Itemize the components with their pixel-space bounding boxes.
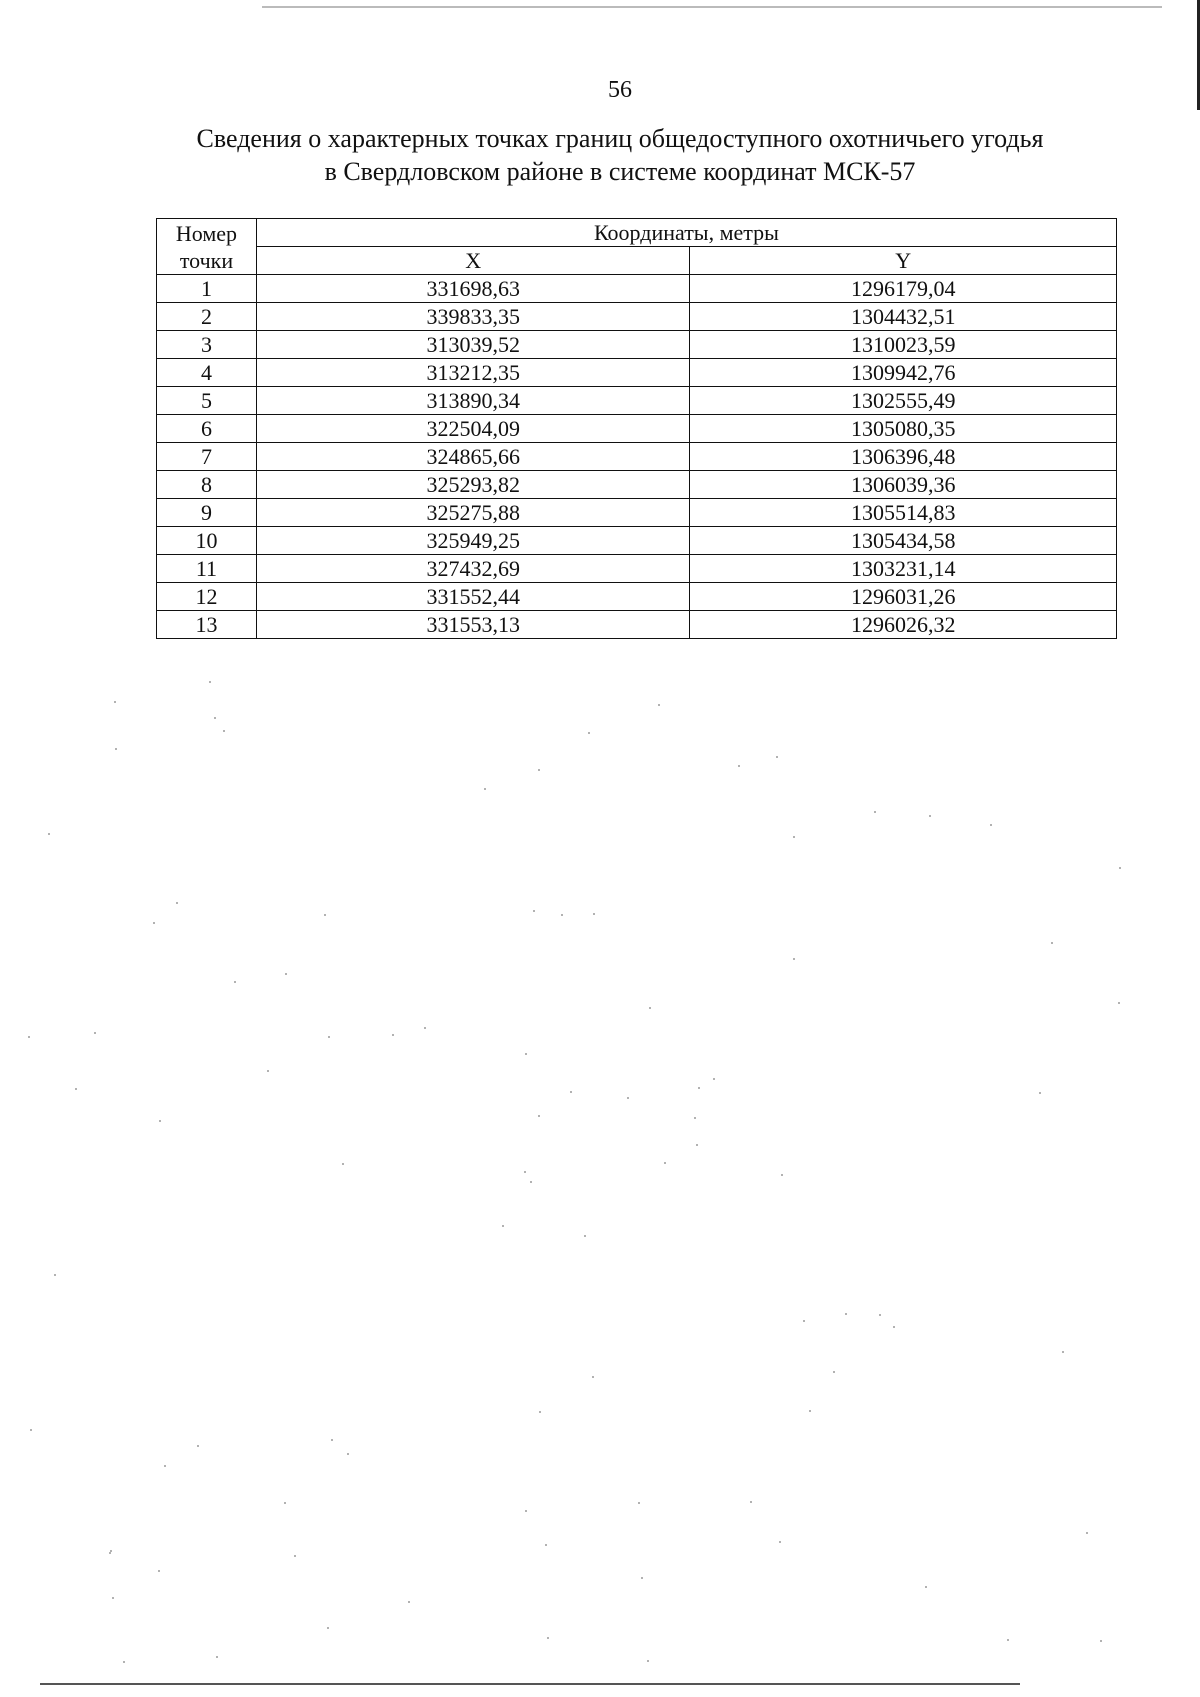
scan-speck	[284, 1502, 286, 1504]
table-row	[157, 555, 1117, 583]
header-point-number	[157, 219, 257, 275]
scan-speck	[547, 1637, 549, 1639]
scan-speck	[1007, 1639, 1009, 1641]
scan-top-edge-line	[262, 6, 1162, 8]
scan-speck	[347, 1453, 349, 1455]
scan-bottom-edge-line	[40, 1683, 1020, 1685]
scan-speck	[408, 1601, 410, 1603]
table-row	[157, 359, 1117, 387]
scan-speck	[1118, 1002, 1120, 1004]
scan-speck	[209, 681, 211, 683]
table-header-row-1	[157, 219, 1117, 247]
scan-speck	[114, 701, 116, 703]
scan-speck	[698, 1087, 700, 1089]
scan-speck	[570, 1091, 572, 1093]
x-coordinate-cell: 325949,25	[256, 527, 690, 555]
point-number-cell: 11	[157, 555, 257, 583]
scan-speck	[525, 1053, 527, 1055]
scan-speck	[327, 1627, 329, 1629]
title-line-1: Сведения о характерных точках границ общедоступного охотничьего угодья	[196, 124, 1044, 153]
x-coordinate-cell: 313890,34	[256, 387, 690, 415]
table-row	[157, 583, 1117, 611]
scan-speck	[925, 1586, 927, 1588]
point-number-cell: 6	[157, 415, 257, 443]
scan-speck	[874, 811, 876, 813]
y-coordinate-cell: 1302555,49	[690, 387, 1117, 415]
scan-speck	[538, 1115, 540, 1117]
table-row	[157, 415, 1117, 443]
scan-speck	[776, 756, 778, 758]
scan-speck	[525, 1510, 527, 1512]
scan-speck	[893, 1326, 895, 1328]
y-coordinate-cell: 1305434,58	[690, 527, 1117, 555]
table-row	[157, 275, 1117, 303]
y-coordinate-cell: 1296179,04	[690, 275, 1117, 303]
scan-speck	[593, 913, 595, 915]
scan-speck	[793, 958, 795, 960]
scan-speck	[285, 973, 287, 975]
scan-speck	[392, 1034, 394, 1036]
scan-speck	[159, 1120, 161, 1122]
table-row	[157, 499, 1117, 527]
table-row	[157, 471, 1117, 499]
scan-speck	[641, 1577, 643, 1579]
scan-speck	[750, 1501, 752, 1503]
table-row	[157, 331, 1117, 359]
scan-speck	[803, 1320, 805, 1322]
scan-speck	[658, 704, 660, 706]
scan-speck	[115, 748, 117, 750]
scan-speck	[112, 1597, 114, 1599]
scan-speck	[833, 1371, 835, 1373]
scan-speck	[164, 1465, 166, 1467]
scan-speck	[539, 1411, 541, 1413]
point-number-cell: 5	[157, 387, 257, 415]
scan-speck	[845, 1313, 847, 1315]
scan-speck	[267, 1070, 269, 1072]
scan-speck	[484, 788, 486, 790]
x-coordinate-cell: 313212,35	[256, 359, 690, 387]
scan-speck	[94, 1032, 96, 1034]
scan-speck	[592, 1376, 594, 1378]
scan-speck	[1039, 1092, 1041, 1094]
scan-speck	[1062, 1351, 1064, 1353]
table-row	[157, 303, 1117, 331]
x-coordinate-cell: 339833,35	[256, 303, 690, 331]
scan-speck	[779, 1541, 781, 1543]
scan-speck	[879, 1314, 881, 1316]
scan-speck	[176, 902, 178, 904]
x-coordinate-cell: 322504,09	[256, 415, 690, 443]
scan-speck	[153, 922, 155, 924]
scan-speck	[234, 981, 236, 983]
point-number-cell: 7	[157, 443, 257, 471]
scan-speck	[649, 1007, 651, 1009]
y-coordinate-cell: 1305080,35	[690, 415, 1117, 443]
scan-speck	[342, 1163, 344, 1165]
header-point-number-line1: Номер	[175, 220, 238, 246]
y-coordinate-cell: 1306396,48	[690, 443, 1117, 471]
scan-speck	[1051, 942, 1053, 944]
table-body	[157, 275, 1117, 639]
scan-speck	[647, 1660, 649, 1662]
scan-speck	[424, 1027, 426, 1029]
scan-speck	[929, 815, 931, 817]
x-coordinate-cell: 324865,66	[256, 443, 690, 471]
scan-speck	[30, 1429, 32, 1431]
y-coordinate-cell: 1296031,26	[690, 583, 1117, 611]
table-row	[157, 443, 1117, 471]
scan-speck	[533, 910, 535, 912]
x-coordinate-cell: 327432,69	[256, 555, 690, 583]
table-row	[157, 387, 1117, 415]
scan-speck	[123, 1661, 125, 1663]
point-number-cell: 13	[157, 611, 257, 639]
scan-speck	[990, 824, 992, 826]
point-number-cell: 1	[157, 275, 257, 303]
header-point-number-line2: точки	[179, 247, 234, 273]
y-coordinate-cell: 1309942,76	[690, 359, 1117, 387]
scan-speck	[738, 765, 740, 767]
scan-speck	[75, 1088, 77, 1090]
point-number-cell: 3	[157, 331, 257, 359]
header-coordinates: Координаты, метры	[256, 219, 1116, 247]
point-number-cell: 12	[157, 583, 257, 611]
scan-speck	[793, 836, 795, 838]
point-number-cell: 10	[157, 527, 257, 555]
scan-speck	[530, 1181, 532, 1183]
scan-speck	[158, 1570, 160, 1572]
scan-speck	[524, 1171, 526, 1173]
y-coordinate-cell: 1304432,51	[690, 303, 1117, 331]
table-row	[157, 527, 1117, 555]
x-coordinate-cell: 313039,52	[256, 331, 690, 359]
y-coordinate-cell: 1296026,32	[690, 611, 1117, 639]
scan-speck	[588, 732, 590, 734]
scan-speck	[502, 1225, 504, 1227]
scan-speck	[214, 717, 216, 719]
scan-speck	[1100, 1640, 1102, 1642]
x-coordinate-cell: 325275,88	[256, 499, 690, 527]
scan-speck	[109, 1552, 111, 1554]
scan-speck	[324, 914, 326, 916]
scan-speck	[561, 914, 563, 916]
coordinates-table	[156, 218, 1117, 639]
x-coordinate-cell: 331552,44	[256, 583, 690, 611]
point-number-cell: 9	[157, 499, 257, 527]
page-number: 56	[608, 77, 632, 103]
scan-speck	[331, 1439, 333, 1441]
table-header-row-2	[157, 247, 1117, 275]
scan-speck	[584, 1235, 586, 1237]
header-y: Y	[690, 247, 1117, 275]
scan-speck	[1086, 1532, 1088, 1534]
scan-speck	[54, 1274, 56, 1276]
scan-speck	[28, 1036, 30, 1038]
scan-speck	[1119, 867, 1121, 869]
scan-speck	[809, 1410, 811, 1412]
point-number-cell: 8	[157, 471, 257, 499]
scan-speck	[328, 1036, 330, 1038]
y-coordinate-cell: 1305514,83	[690, 499, 1117, 527]
scan-speck	[545, 1544, 547, 1546]
scan-speck	[696, 1144, 698, 1146]
scan-speck	[538, 769, 540, 771]
x-coordinate-cell: 325293,82	[256, 471, 690, 499]
x-coordinate-cell: 331553,13	[256, 611, 690, 639]
point-number-cell: 4	[157, 359, 257, 387]
scan-speck	[223, 730, 225, 732]
scan-speck	[638, 1502, 640, 1504]
table-row	[157, 611, 1117, 639]
scan-speck	[197, 1445, 199, 1447]
y-coordinate-cell: 1310023,59	[690, 331, 1117, 359]
scan-speck	[781, 1174, 783, 1176]
y-coordinate-cell: 1303231,14	[690, 555, 1117, 583]
scan-speck	[48, 833, 50, 835]
scan-speck	[294, 1555, 296, 1557]
scan-speck	[694, 1117, 696, 1119]
point-number-cell: 2	[157, 303, 257, 331]
scan-speck	[713, 1078, 715, 1080]
scan-speck	[627, 1097, 629, 1099]
x-coordinate-cell: 331698,63	[256, 275, 690, 303]
y-coordinate-cell: 1306039,36	[690, 471, 1117, 499]
document-title	[140, 122, 1100, 188]
header-x: X	[256, 247, 690, 275]
scan-speck	[664, 1162, 666, 1164]
title-line-2: в Свердловском районе в системе координат МСК-57	[324, 157, 916, 186]
scan-speck	[216, 1656, 218, 1658]
